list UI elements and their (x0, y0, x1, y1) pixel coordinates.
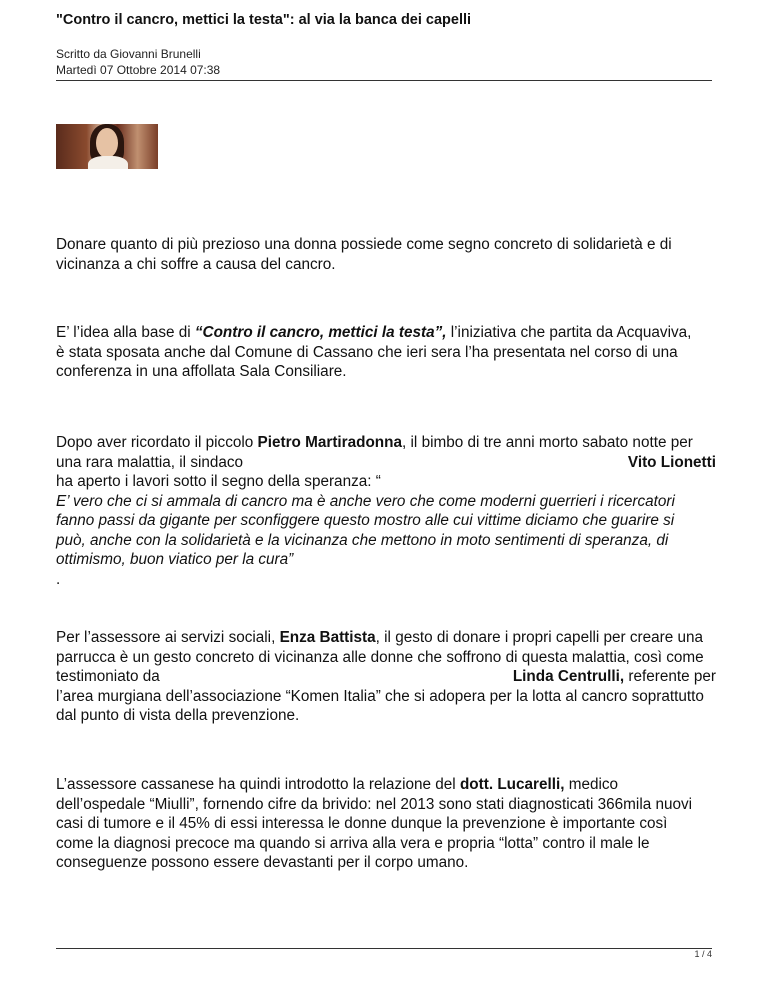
page-number: 1 / 4 (694, 949, 712, 959)
paragraph-4 (56, 628, 716, 726)
paragraph-line (56, 628, 716, 648)
paragraph-line (56, 433, 716, 453)
text-run: testimoniato da (56, 668, 160, 685)
paragraph-line: conferenza in una affollata Sala Consiliare. (56, 363, 347, 380)
paragraph-line: è stata sposata anche dal Comune di Cassano che ieri sera l’ha presentata nel corso di una (56, 343, 678, 361)
text-run: Dopo aver ricordato il piccolo (56, 434, 258, 451)
text-run: E’ l’idea alla base di (56, 324, 195, 341)
paragraph-5 (56, 775, 716, 873)
person-name: Pietro Martiradonna (257, 434, 403, 451)
paragraph-3 (56, 433, 716, 589)
article-title: "Contro il cancro, mettici la testa": al via la banca dei capelli (56, 12, 472, 28)
person-name: Vito Lionetti (627, 453, 716, 471)
paragraph-line: dell’ospedale “Miulli”, fornendo cifre da brivido: nel 2013 sono stati diagnosticati 366mila nuovi (56, 795, 693, 813)
paragraph-line: vicinanza a chi soffre a causa del cancro. (56, 255, 336, 273)
paragraph-line: parrucca è un gesto concreto di vicinanza alle donne che soffrono di questa malattia, così come (56, 648, 704, 666)
paragraph-line (56, 775, 716, 795)
paragraph-1 (56, 235, 716, 274)
paragraph-line: . (56, 570, 61, 588)
text-run: l’iniziativa che partita da Acquaviva, (446, 324, 692, 341)
paragraph-2 (56, 323, 716, 382)
header-divider (56, 80, 712, 81)
footer-divider (56, 948, 712, 949)
article-photo (56, 124, 158, 169)
photo-face-shape (96, 128, 118, 158)
quote-line: ottimismo, buon viatico per la cura” (56, 551, 294, 568)
text-run: L’assessore cassanese ha quindi introdotto la relazione del (56, 776, 460, 793)
paragraph-line: ha aperto i lavori sotto il segno della speranza: “ (56, 473, 381, 490)
paragraph-line: conseguenze possono essere devastanti per il corpo umano. (56, 854, 469, 871)
paragraph-line (56, 453, 716, 473)
person-name: Enza Battista (279, 629, 376, 646)
text-run: , il bimbo di tre anni morto sabato notte per (402, 434, 693, 451)
article-author: Scritto da Giovanni Brunelli (56, 47, 201, 61)
quote-line: fanno passi da gigante per sconfiggere questo mostro alle cui vittime diciamo che guarire si (56, 512, 675, 529)
person-name: dott. Lucarelli, (459, 776, 565, 793)
text-run: Per l’assessore ai servizi sociali, (56, 629, 280, 646)
paragraph-line: casi di tumore e il 45% di essi interessa le donne dunque la prevenzione è importante così (56, 815, 668, 832)
text-run: , il gesto di donare i propri capelli per creare una (375, 629, 704, 646)
paragraph-line: dal punto di vista della prevenzione. (56, 707, 300, 724)
paragraph-line (56, 667, 716, 687)
initiative-name: “Contro il cancro, mettici la testa”, (194, 324, 447, 341)
photo-shirt-shape (88, 156, 128, 169)
text-run: referente per (624, 668, 716, 685)
text-run: una rara malattia, il sindaco (56, 453, 244, 471)
paragraph-line: l’area murgiana dell’associazione “Komen Italia” che si adopera per la lotta al cancro soprattutto (56, 687, 704, 705)
paragraph-line (56, 323, 716, 343)
text-run: medico (564, 776, 619, 793)
text-run (513, 667, 716, 687)
quote-line: E’ vero che ci si ammala di cancro ma è anche vero che come moderni guerrieri i ricercatori (56, 492, 675, 510)
person-name: Linda Centrulli, (512, 668, 625, 685)
quote-line: può, anche con la solidarietà e la vicinanza che mettono in moto sentimenti di speranza, di (56, 531, 669, 549)
paragraph-line: come la diagnosi precoce ma quando si arriva alla vera e propria “lotta” contro il male le (56, 834, 650, 852)
article-date: Martedì 07 Ottobre 2014 07:38 (56, 63, 221, 77)
paragraph-line: Donare quanto di più prezioso una donna possiede come segno concreto di solidarietà e di (56, 236, 672, 253)
